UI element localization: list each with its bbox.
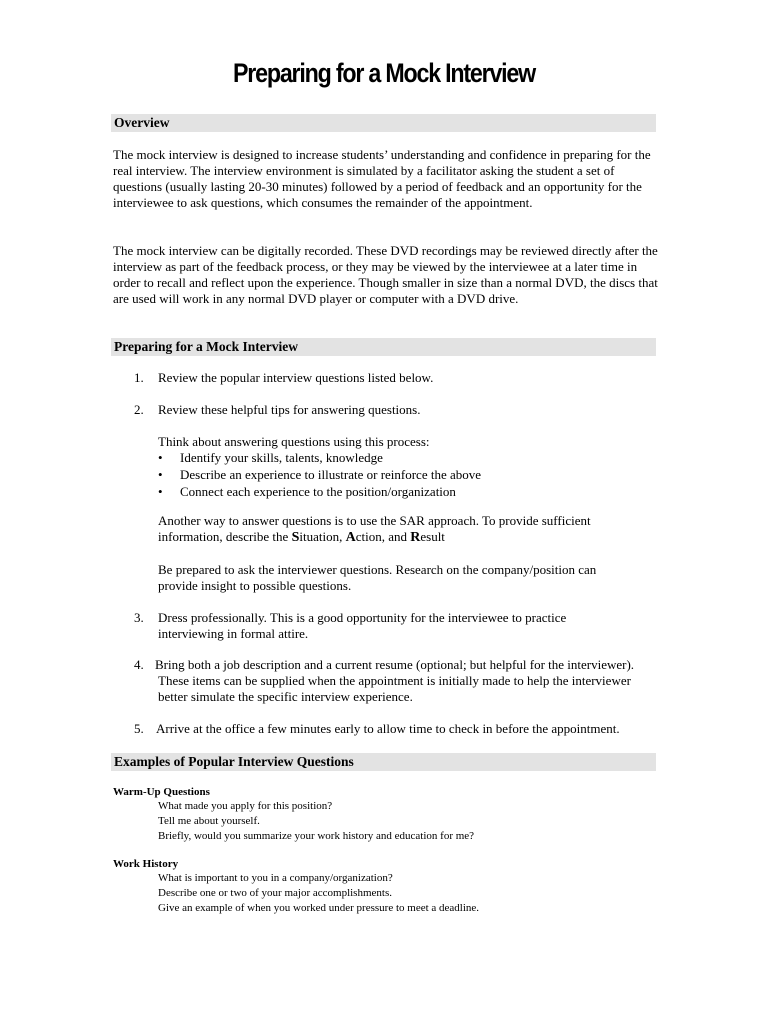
sar-s-rest: ituation,	[299, 529, 343, 544]
step-1-text: Review the popular interview questions listed below.	[158, 370, 434, 385]
step-5-text: Arrive at the office a few minutes early to allow time to check in before the appointment.	[156, 721, 620, 736]
overview-heading: Overview	[111, 114, 656, 132]
question-item: Briefly, would you summarize your work history and education for me?	[158, 830, 475, 842]
overview-paragraph-2: The mock interview can be digitally recorded. These DVD recordings may be reviewed directly after the interview as part of the feedback process, or they may be viewed by the interviewee at a later time in order to recall and reflect upon the experience. Though smaller in size than a normal DVD, the discs that are used will work in any normal DVD player or computer with a DVD drive.	[113, 243, 658, 306]
preparing-heading: Preparing for a Mock Interview	[111, 338, 656, 356]
bullet-item: Describe an experience to illustrate or reinforce the above	[180, 467, 482, 482]
sar-a-letter: A	[345, 530, 356, 545]
process-intro: Think about answering questions using this process:	[158, 434, 430, 449]
ask-questions-paragraph: Be prepared to ask the interviewer questions. Research on the company/position can provide insight to possible questions.	[158, 562, 597, 593]
page-title: Preparing for a Mock Interview	[233, 58, 535, 88]
step-5-number: 5.	[134, 721, 144, 736]
step-2-text: Review these helpful tips for answering questions.	[158, 402, 421, 417]
question-item: What is important to you in a company/organization?	[158, 872, 393, 884]
bullet-item: Identify your skills, talents, knowledge	[180, 450, 383, 465]
step-2-number: 2.	[134, 402, 144, 417]
question-item: Describe one or two of your major accomplishments.	[158, 887, 392, 899]
work-history-heading: Work History	[113, 858, 179, 870]
question-item: What made you apply for this position?	[158, 800, 333, 812]
question-item: Give an example of when you worked under pressure to meet a deadline.	[158, 902, 480, 914]
question-item: Tell me about yourself.	[158, 815, 260, 827]
step-3-text: Dress professionally. This is a good opportunity for the interviewee to practice interviewing in formal attire.	[158, 610, 567, 641]
step-3-number: 3.	[134, 610, 144, 625]
bullet-marker: •	[158, 450, 163, 465]
examples-heading: Examples of Popular Interview Questions	[111, 753, 656, 771]
sar-s-letter: S	[291, 530, 300, 545]
sar-a-rest: ction, and	[355, 529, 407, 544]
sar-text: Another way to answer questions is to use the SAR approach. To provide sufficient information, describe the	[158, 513, 591, 544]
bullet-item: Connect each experience to the position/organization	[180, 484, 456, 499]
warmup-heading: Warm-Up Questions	[113, 786, 210, 798]
bullet-marker: •	[158, 467, 163, 482]
sar-r-rest: esult	[420, 529, 445, 544]
step-1-number: 1.	[134, 370, 144, 385]
step-4-number: 4.	[134, 657, 144, 672]
bullet-marker: •	[158, 484, 163, 499]
sar-paragraph	[158, 513, 628, 546]
sar-r-letter: R	[410, 530, 421, 545]
step-4-text: Bring both a job description and a current resume (optional; but helpful for the interviewer). These items can be supplied when the appointment is initially made to help the interviewer better simulate the specific interview experience.	[155, 657, 635, 704]
overview-paragraph-1: The mock interview is designed to increase students’ understanding and confidence in preparing for the real interview. The interview environment is simulated by a facilitator asking the student a set of questions (usually lasting 20-30 minutes) followed by a period of feedback and an opportunity for the interviewee to ask questions, which consumes the remainder of the appointment.	[113, 147, 651, 210]
